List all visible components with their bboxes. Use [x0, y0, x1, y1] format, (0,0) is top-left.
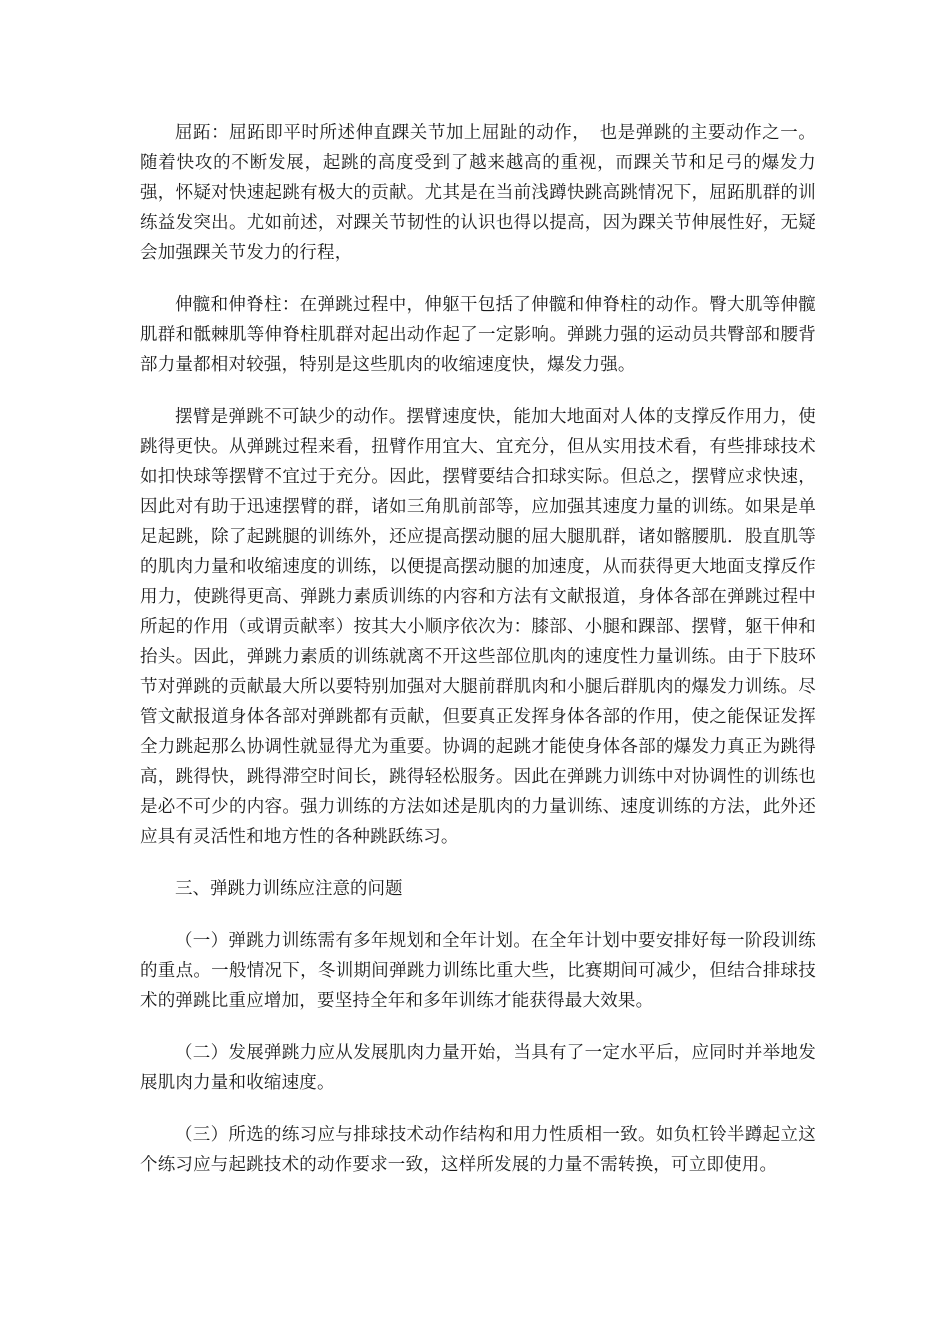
- list-item-1: （一）弹跳力训练需有多年规划和全年计划。在全年计划中要安排好每一阶段训练的重点。一般情况下，冬训期间弹跳力训练比重大些，比赛期间可减少，但结合排球技术的弹跳比重应增加，要坚持全年和多年训练才能获得最大效果。: [140, 931, 816, 1011]
- section-heading: 三、弹跳力训练应注意的问题: [175, 879, 403, 899]
- paragraph-hip-spine-extension: 伸髋和伸脊柱：在弹跳过程中，伸躯干包括了伸髋和伸脊柱的动作。臀大肌等伸髋肌群和骶棘肌等伸脊柱肌群对起出动作起了一定影响。弹跳力强的运动员共臀部和腰背部力量都相对较强，特别是这些肌肉的收缩速度快，爆发力强。: [140, 295, 816, 375]
- paragraph-plantar-flexion: 屈跖：屈跖即平时所述伸直踝关节加上屈趾的动作， 也是弹跳的主要动作之一。随着快攻的不断发展，起跳的高度受到了越来越高的重视，而踝关节和足弓的爆发力强，怀疑对快速起跳有极大的贡献。尤其是在当前浅蹲快跳高跳情况下，屈跖肌群的训练益发突出。尤如前述，对踝关节韧性的认识也得以提高，因为踝关节伸展性好，无疑会加强踝关节发力的行程，: [140, 123, 816, 263]
- list-item-2: （二）发展弹跳力应从发展肌肉力量开始，当具有了一定水平后，应同时并举地发展肌肉力量和收缩速度。: [140, 1043, 816, 1093]
- document-page: [140, 118, 816, 1202]
- list-item-3: （三）所选的练习应与排球技术动作结构和用力性质相一致。如负杠铃半蹲起立这个练习应与起跳技术的动作要求一致，这样所发展的力量不需转换，可立即使用。: [140, 1125, 816, 1175]
- paragraph-arm-swing: 摆臂是弹跳不可缺少的动作。摆臂速度快，能加大地面对人体的支撑反作用力，使跳得更快。从弹跳过程来看，扭臂作用宜大、宜充分，但从实用技术看，有些排球技术如扣快球等摆臂不宜过于充分。因此，摆臂要结合扣球实际。但总之，摆臂应求快速，因此对有助于迅速摆臂的群，诸如三角肌前部等，应加强其速度力量的训练。如果是单足起跳，除了起跳腿的训练外，还应提高摆动腿的屈大腿肌群，诸如髂腰肌．股直肌等的肌肉力量和收缩速度的训练，以便提高摆动腿的加速度，从而获得更大地面支撑反作用力，使跳得更高、弹跳力素质训练的内容和方法有文献报道，身体各部在弹跳过程中所起的作用（或谓贡献率）按其大小顺序依次为：膝部、小腿和踝部、摆臂，躯干伸和抬头。因此，弹跳力素质的训练就离不开这些部位肌肉的速度性力量训练。由于下肢环节对弹跳的贡献最大所以要特别加强对大腿前群肌肉和小腿后群肌肉的爆发力训练。尽管文献报道身体各部对弹跳都有贡献，但要真正发挥身体各部的作用，使之能保证发挥全力跳起那么协调性就显得尤为重要。协调的起跳才能使身体各部的爆发力真正为跳得高，跳得快，跳得滞空时间长，跳得轻松服务。因此在弹跳力训练中对协调性的训练也是必不可少的内容。强力训练的方法如述是肌肉的力量训练、速度训练的方法，此外还应具有灵活性和地方性的各种跳跃练习。: [140, 407, 816, 847]
